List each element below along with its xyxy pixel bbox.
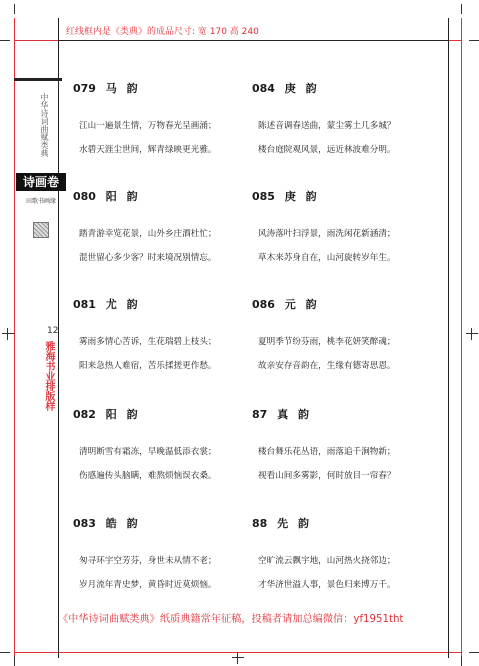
sidebar-top-rule bbox=[14, 78, 62, 81]
poem-line: 岁月流年青史梦，黄昏时近莫烦恼。 bbox=[79, 580, 217, 590]
content-frame-top bbox=[58, 40, 448, 41]
poem-line: 踏青游幸览花景，山外乡庄酒杜忙； bbox=[79, 229, 217, 239]
poem-line: 风涛落叶扫浮景，雨洗闲花新涵清； bbox=[258, 229, 396, 239]
registration-mark-bottom bbox=[232, 652, 244, 664]
poem-line: 楼台舞乐花丛语，雨落追千涧物新； bbox=[258, 447, 396, 457]
poem-title: 080 阳 韵 bbox=[73, 190, 138, 203]
crop-mark bbox=[0, 40, 10, 41]
poem-title: 081 尤 韵 bbox=[73, 298, 138, 311]
poem-line: 夏明季节纷芬雨，桃李花妍笑醉魂； bbox=[258, 337, 396, 347]
poem-line: 江山一遍景生情，万物春光呈画涌； bbox=[79, 121, 217, 131]
poem-line: 草木来苏身自在，山河旋转岁年生。 bbox=[258, 253, 396, 263]
trim-frame-left bbox=[14, 18, 15, 658]
poem-line: 空旷流云飘宇地，山河热火挠邻边； bbox=[258, 556, 396, 566]
crop-mark bbox=[461, 4, 462, 14]
poem-line: 混世留心多少客？时来境况别情忘。 bbox=[79, 253, 217, 263]
poem-line: 视看山间多雾影，何时放目一帘春？ bbox=[258, 471, 396, 481]
trim-size-note: 红线框内是《类典》的成品尺寸: 宽 170 高 240 bbox=[66, 27, 259, 37]
call-for-submissions: 《中华诗词曲赋类典》纸质典籍常年征稿，投稿者请加总编微信：yf1951tht bbox=[58, 614, 404, 625]
poem-title: 87 真 韵 bbox=[252, 408, 309, 421]
poem-title: 88 先 韵 bbox=[252, 517, 309, 530]
poem-line: 故亲安存音韵在，生缘有德寄思恩。 bbox=[258, 361, 396, 371]
crop-mark bbox=[14, 4, 15, 14]
poem-line: 楼台庭院观风景，远近林波难分明。 bbox=[258, 145, 396, 155]
content-frame-left bbox=[58, 18, 59, 658]
poem-title: 083 皓 韵 bbox=[73, 517, 138, 530]
poem-title: 085 庚 韵 bbox=[252, 190, 317, 203]
poem-line: 伤感遍传头脑瞒，难熬烦恼误衣桑。 bbox=[79, 471, 217, 481]
layout-sample-mark: 雅海书业排版样 bbox=[43, 341, 54, 411]
poem-line: 才华济世溢人事，景色归来博万千。 bbox=[258, 580, 396, 590]
poem-line: 清明断雪有霜冻，早晚温低添衣裳； bbox=[79, 447, 217, 457]
crop-mark bbox=[469, 40, 479, 41]
trim-frame-right bbox=[461, 18, 462, 658]
crop-mark bbox=[469, 652, 479, 653]
content-frame-right bbox=[448, 18, 449, 658]
seal-stamp-icon bbox=[33, 222, 49, 238]
poem-line: 陈述音调春送曲，蒙尘雾土几多城？ bbox=[258, 121, 396, 131]
poem-line: 雾雨多情心苦诉，生花瑞碧上枝头； bbox=[79, 337, 217, 347]
volume-subtitle: 田歌书画缘 bbox=[25, 198, 56, 205]
volume-label: 诗画卷 bbox=[16, 173, 66, 191]
crop-mark bbox=[14, 656, 15, 666]
page-number: 12 bbox=[47, 326, 59, 336]
poem-line: 匆寻环宇空芳芬，身世未从情不老； bbox=[79, 556, 217, 566]
poem-title: 082 阳 韵 bbox=[73, 408, 138, 421]
crop-mark bbox=[0, 652, 10, 653]
poem-title: 086 元 韵 bbox=[252, 298, 317, 311]
series-title: 中华诗词曲赋类典 bbox=[40, 93, 49, 157]
crop-mark bbox=[461, 656, 462, 666]
registration-mark-right bbox=[466, 328, 478, 340]
registration-mark-left bbox=[2, 328, 14, 340]
poem-title: 079 马 韵 bbox=[73, 82, 138, 95]
poem-line: 水碧天涯尘世间，辉青绿映更光雅。 bbox=[79, 145, 217, 155]
poem-line: 阳来急热人难宿，苦乐揉搓更作愁。 bbox=[79, 361, 217, 371]
poem-title: 084 庚 韵 bbox=[252, 82, 317, 95]
